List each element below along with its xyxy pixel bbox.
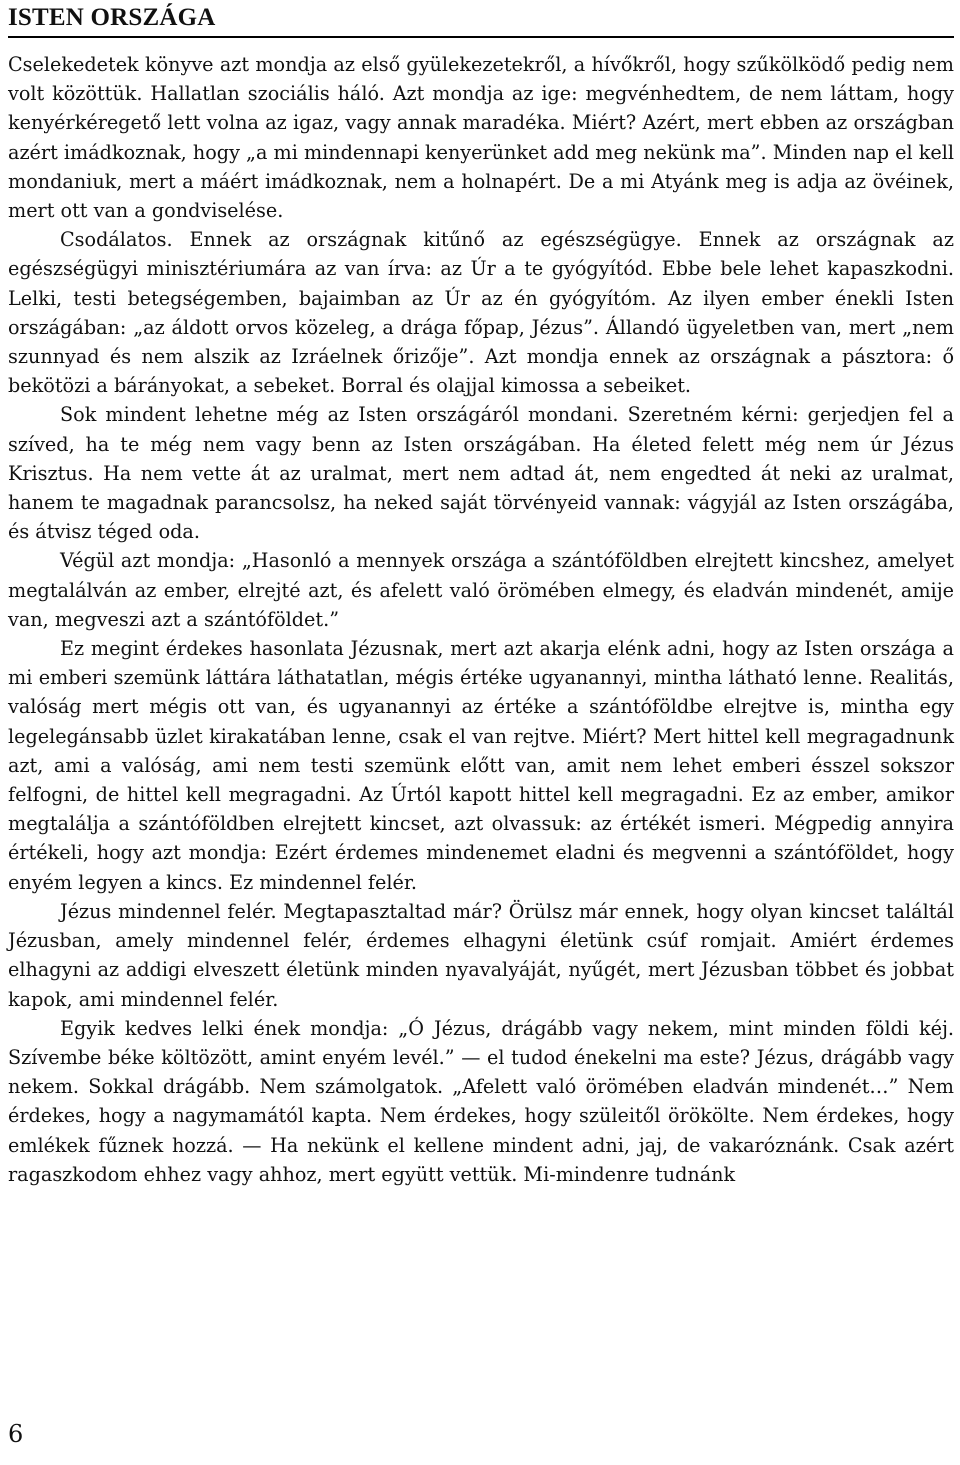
paragraph: Jézus mindennel felér. Megtapasztaltad már? Örülsz már ennek, hogy olyan kincset találtál Jézusban, amely mindennel felér, érdemes elhagyni életünk csúf romjait. Amiért érdemes elhagyni az addigi elveszett életünk minden nyavalyáját, nyűgét, mert Jézusban többet és jobbat kapok, ami mindennel felér. bbox=[8, 899, 954, 1011]
paragraph: Csodálatos. Ennek az országnak kitűnő az egészségügye. Ennek az országnak az egészségügyi minisztériumára az van írva: az Úr a te gyógyítód. Ebbe bele lehet kapaszkodni. Lelki, testi betegségemben, bajaimban az Úr az én gyógyítóm. Az ilyen ember énekli Isten országában: „az áldott orvos közeleg, a drága főpap, Jézus”. Állandó ügyeletben van, mert „nem szunnyad és nem alszik az Izráelnek őrizője”. Azt mondja ennek az országnak a pásztora: ő bekötözi a bárányokat, a sebeket. Borral és olajjal kimossa a sebeiket. bbox=[8, 228, 954, 398]
page-title: ISTEN ORSZÁGA bbox=[8, 4, 216, 31]
paragraph: Cselekedetek könyve azt mondja az első gyülekezetekről, a hívőkről, hogy szűkölködő pedig nem volt közöttük. Hallatlan szociális háló. Azt mondja az ige: megvénhedtem, de nem láttam, hogy kenyérkéregető lett volna az igaz, vagy annak maradéka. Miért? Azért, mert ebben az országban azért imádkoznak, hogy „a mi mindennapi kenyerünket add meg nekünk ma”. Minden nap el kell mondaniuk, mert a máért imádkoznak, nem a holnapért. De a mi Atyánk meg is adja az övéinek, mert ott van a gondviselése. bbox=[8, 53, 954, 223]
paragraph: Ez megint érdekes hasonlata Jézusnak, mert azt akarja elénk adni, hogy az Isten országa a mi emberi szemünk láttára láthatatlan, mégis értéke ugyanannyi, mintha látható lenne. Realitás, valóság mert mégis ott van, és ugyanannyi az értéke a szántóföldbe elrejtve is, mintha egy legelegánsabb üzlet kirakatában lenne, csak el van rejtve. Miért? Mert hittel kell megragadnunk azt, ami a valóság, ami nem testi szemünk előtt van, amit nem lehet emberi ésszel sokszor felfogni, de hittel kell megragadni. Az Úrtól kapott hittel kell megragadni. Ez az ember, amikor megtalálja a szántóföldben elrejtett kincset, azt olvassuk: az értékét ismeri. Mégpedig annyira értékeli, hogy azt mondja: Ezért érdemes mindenemet eladni és megvenni a szántóföldet, hogy enyém legyen a kincs. Ez mindennel felér. bbox=[8, 637, 954, 894]
document-page bbox=[8, 0, 954, 1189]
paragraph: Végül azt mondja: „Hasonló a mennyek országa a szántóföldben elrejtett kincshez, amelyet megtalálván az ember, elrejté azt, és afelett való örömében elmegy, és eladván mindenét, amije van, megveszi azt a szántóföldet.” bbox=[8, 549, 954, 631]
article-body bbox=[8, 50, 954, 1189]
page-header bbox=[8, 2, 954, 38]
paragraph: Sok mindent lehetne még az Isten országáról mondani. Szeretném kérni: gerjedjen fel a szíved, ha te még nem vagy benn az Isten országában. Ha életed felett még nem úr Jézus Krisztus. Ha nem vette át az uralmat, mert nem adtad át, nem engedted át neki az uralmat, hanem te magadnak parancsolsz, ha neked saját törvényeid vannak: vágyjál az Isten országába, és átvisz téged oda. bbox=[8, 403, 954, 544]
paragraph: Egyik kedves lelki ének mondja: „Ó Jézus, drágább vagy nekem, mint minden földi kéj. Szívembe béke költözött, amint enyém levél.” — el tudod énekelni ma este? Jézus, drágább vagy nekem. Sokkal drágább. Nem számolgatok. „Afelett való örömében eladván mindenét…” Nem érdekes, hogy a nagymamától kapta. Nem érdekes, hogy szüleitől örökölte. Nem érdekes, hogy emlékek fűznek hozzá. — Ha nekünk el kellene mindent adni, jaj, de vakaróznánk. Csak azért ragaszkodom ehhez vagy ahhoz, mert együtt vettük. Mi-mindenre tudnánk bbox=[8, 1016, 954, 1186]
page-number: 6 bbox=[8, 1420, 24, 1448]
